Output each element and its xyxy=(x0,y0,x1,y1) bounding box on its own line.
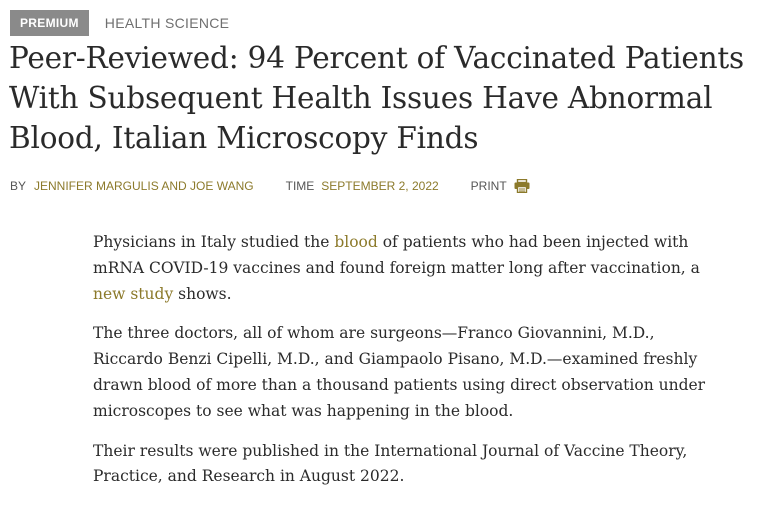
paragraph-text: of patients who had been injected with mRNA COVID-19 vaccines and found foreign matter long after vaccination, a xyxy=(93,233,700,277)
paragraph-text: Physicians in Italy studied the xyxy=(93,233,335,251)
time-label: TIME xyxy=(285,179,315,193)
tag-row xyxy=(10,10,229,36)
print-button[interactable] xyxy=(471,179,530,193)
author-link[interactable]: JENNIFER MARGULIS AND JOE WANG xyxy=(34,179,254,193)
premium-badge: PREMIUM xyxy=(10,10,89,36)
printer-icon[interactable] xyxy=(514,179,530,193)
publish-date: SEPTEMBER 2, 2022 xyxy=(321,179,439,193)
category-link[interactable]: HEALTH SCIENCE xyxy=(104,15,230,31)
article-headline: Peer-Reviewed: 94 Percent of Vaccinated Patients With Subsequent Health Issues Have Abnormal Blood, Italian Microscopy Finds xyxy=(9,41,744,155)
article-body xyxy=(93,230,713,504)
paragraph-3: Their results were published in the International Journal of Vaccine Theory, Practice, and Research in August 2022. xyxy=(93,441,688,486)
blood-link[interactable]: blood xyxy=(334,233,378,251)
by-label: BY xyxy=(10,179,27,193)
new-study-link[interactable]: new study xyxy=(93,284,174,303)
paragraph-1 xyxy=(93,230,713,307)
print-label: PRINT xyxy=(470,179,507,193)
paragraph-2: The three doctors, all of whom are surgeons—Franco Giovannini, M.D., Riccardo Benzi Cipelli, M.D., and Giampaolo Pisano, M.D.—examined freshly drawn blood of more than a thousand patients using direct observation under microscopes to see what was happening in the blood. xyxy=(93,324,706,420)
paragraph-text: shows. xyxy=(173,284,232,303)
byline xyxy=(10,179,530,193)
